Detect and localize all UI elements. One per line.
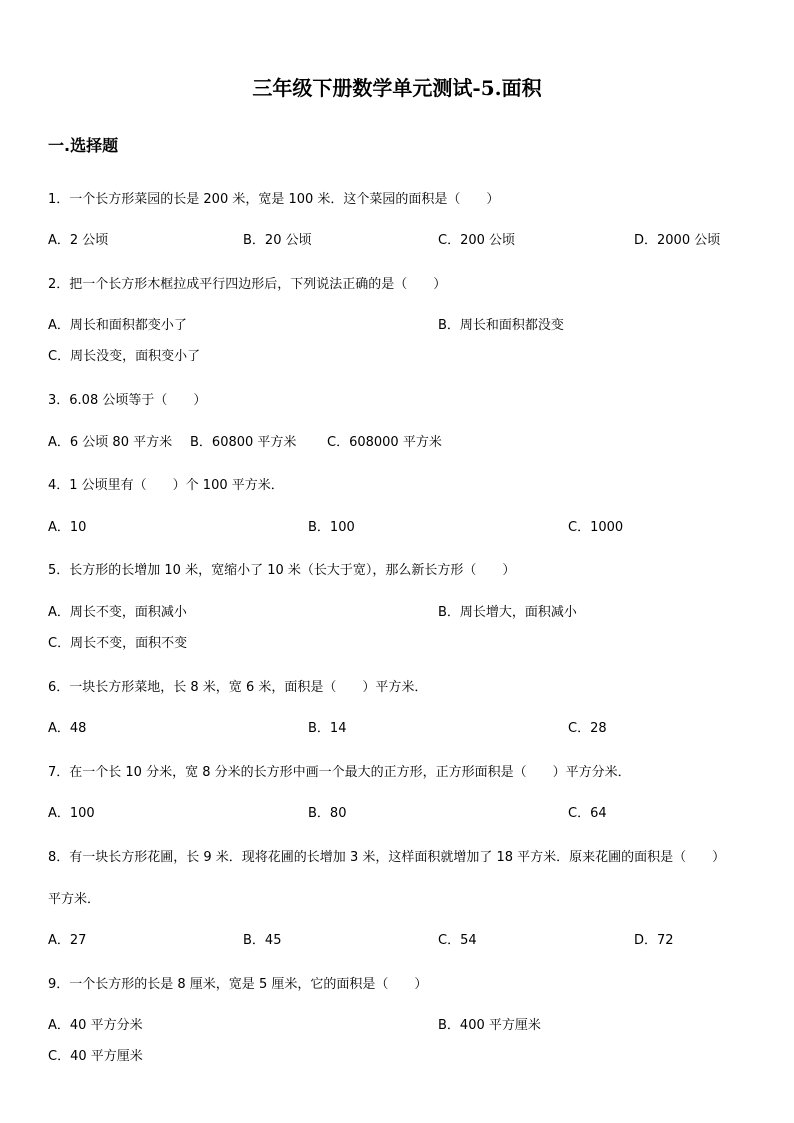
question-3-option-a: A．6 公顷 80 平方米 <box>48 435 173 450</box>
question-5-text: 5．长方形的长增加 10 米，宽缩小了 10 米（长大于宽），那么新长方形（ ） <box>48 563 516 578</box>
question-5-option-a: A．周长不变，面积减小 <box>48 605 187 620</box>
question-7-text: 7．在一个长 10 分米，宽 8 分米的长方形中画一个最大的正方形，正方形面积是（ ）平方分米． <box>48 765 631 780</box>
question-8-option-d: D．72 <box>634 933 674 948</box>
question-5-option-b: B．周长增大，面积减小 <box>438 605 577 620</box>
question-6-option-a: A．48 <box>48 721 87 736</box>
question-8-text-continued: 平方米． <box>48 892 101 907</box>
question-8-text: 8．有一块长方形花圃，长 9 米．现将花圃的长增加 3 米，这样面积就增加了 18 平方米．原来花圃的面积是（ ） <box>48 850 726 865</box>
question-9-option-a: A．40 平方分米 <box>48 1018 143 1033</box>
question-8-option-b: B．45 <box>243 933 282 948</box>
question-6-text: 6．一块长方形菜地，长 8 米，宽 6 米，面积是（ ）平方米． <box>48 680 428 695</box>
question-2-text: 2．把一个长方形木框拉成平行四边形后，下列说法正确的是（ ） <box>48 277 447 292</box>
question-8-option-a: A．27 <box>48 933 87 948</box>
question-4-option-c: C．1000 <box>568 520 624 535</box>
question-3-option-c: C．608000 平方米 <box>327 435 442 450</box>
question-1-text: 1．一个长方形菜园的长是 200 米，宽是 100 米．这个菜园的面积是（ ） <box>48 192 500 207</box>
question-5-option-c: C．周长不变，面积不变 <box>48 636 188 651</box>
question-3-option-b: B．60800 平方米 <box>190 435 297 450</box>
question-9-text: 9．一个长方形的长是 8 厘米，宽是 5 厘米，它的面积是（ ） <box>48 977 428 992</box>
question-1-option-d: D．2000 公顷 <box>634 233 721 248</box>
question-1-option-a: A．2 公顷 <box>48 233 109 248</box>
section-heading: 一.选择题 <box>48 136 119 155</box>
question-1-option-c: C．200 公顷 <box>438 233 516 248</box>
question-6-option-c: C．28 <box>568 721 607 736</box>
question-2-option-a: A．周长和面积都变小了 <box>48 318 187 333</box>
question-4-option-b: B．100 <box>308 520 355 535</box>
question-7-option-c: C．64 <box>568 806 607 821</box>
page-title: 三年级下册数学单元测试-5.面积 <box>252 76 542 100</box>
question-2-option-c: C．周长没变，面积变小了 <box>48 349 201 364</box>
question-1-option-b: B．20 公顷 <box>243 233 312 248</box>
question-8-option-c: C．54 <box>438 933 477 948</box>
question-7-option-b: B．80 <box>308 806 347 821</box>
question-4-option-a: A．10 <box>48 520 87 535</box>
question-9-option-c: C．40 平方厘米 <box>48 1049 143 1064</box>
question-6-option-b: B．14 <box>308 721 347 736</box>
question-9-option-b: B．400 平方厘米 <box>438 1018 541 1033</box>
question-4-text: 4．1 公顷里有（ ）个 100 平方米． <box>48 478 284 493</box>
question-7-option-a: A．100 <box>48 806 95 821</box>
question-3-text: 3．6.08 公顷等于（ ） <box>48 393 207 408</box>
question-2-option-b: B．周长和面积都没变 <box>438 318 564 333</box>
